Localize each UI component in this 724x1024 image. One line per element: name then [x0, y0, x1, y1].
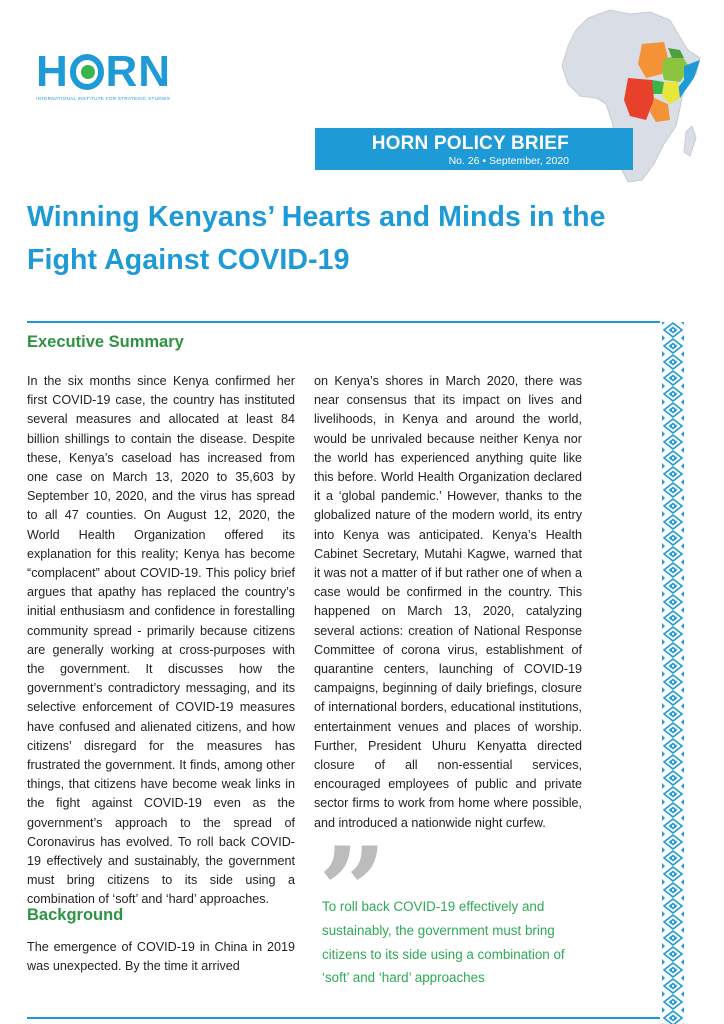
banner-issue: No. 26 • September, 2020 — [448, 155, 569, 167]
decorative-side-border — [662, 322, 684, 1024]
background-heading: Background — [27, 906, 124, 924]
logo-o-icon — [70, 54, 105, 90]
logo-tagline: INTERNATIONAL INSTITUTE FOR STRATEGIC STUDIES — [36, 96, 171, 101]
horn-logo — [36, 47, 171, 107]
banner-title: HORN POLICY BRIEF — [371, 133, 569, 154]
document-title: Winning Kenyans’ Hearts and Minds in the Fight Against COVID-19 — [27, 201, 606, 276]
pull-quote: To roll back COVID-19 effectively and sustainably, the government must bring citizens to its side using a combination of ‘soft’ and ‘hard’ approaches — [322, 899, 565, 986]
bottom-divider — [27, 1017, 660, 1019]
background-text: The emergence of COVID-19 in China in 2019 was unexpected. By the time it arrived — [27, 940, 295, 974]
top-divider — [27, 321, 660, 323]
executive-summary-text: In the six months since Kenya confirmed her first COVID-19 case, the country has instituted several measures and allocated at least 84 billion shillings to contain the disease. Despite these, Kenya’s caseload has increased from one case on March 13, 2020 to 35,603 by September 10, 2020, and the virus has spread to all 47 counties. On August 12, 2020, the World Health Organization offered its explanation for this reality; Kenya has become “complacent” about COVID-19. This policy brief argues that apathy has replaced the country’s initial enthusiasm and confidence in forestalling community spread - primarily because citizens are generally working at cross-purposes with the government. It discusses how the government’s contradictory messaging, and its selective enforcement of COVID-19 measures have confused and alienated citizens, and how citizens’ disregard for the measures has frustrated the government. It finds, among other things, that citizens have become weak links in the fight against COVID-19 even as the government’s approach to the spread of Coronavirus has evolved. To roll back COVID-19 effectively and sustainably, the government must bring citizens to its side using a combination of ‘soft’ and ‘hard’ approaches. — [27, 374, 295, 907]
policy-brief-banner — [315, 128, 633, 170]
quote-mark-icon: ” — [318, 821, 382, 962]
right-column-text: on Kenya’s shores in March 2020, there was near consensus that its impact on lives and livelihoods, in Kenya and around the world, would be unrivaled because neither Kenya nor the world has experienced anything quite like this before. World Health Organization declared it a ‘global pandemic.’ However, thanks to the globalized nature of the modern world, its entry into Kenya was anticipated. Kenya’s Health Cabinet Secretary, Mutahi Kagwe, warned that it was not a matter of if but rather one of when a case would be confirmed in the country. This happened on March 13, 2020, catalyzing several actions: creation of National Response Committee of corona virus, establishment of quarantine centers, launching of COVID-19 campaigns, beginning of daily briefings, closure of international borders, educational institutions, entertainment venues and places of worship. Further, President Uhuru Kenyatta directed closure of all non-essential services, encouraged employees of public and private sector firms to work from home where possible, and introduced a nationwide night curfew. — [314, 374, 582, 830]
executive-summary-heading: Executive Summary — [27, 333, 184, 351]
logo-wordmark: H RN — [36, 47, 171, 96]
